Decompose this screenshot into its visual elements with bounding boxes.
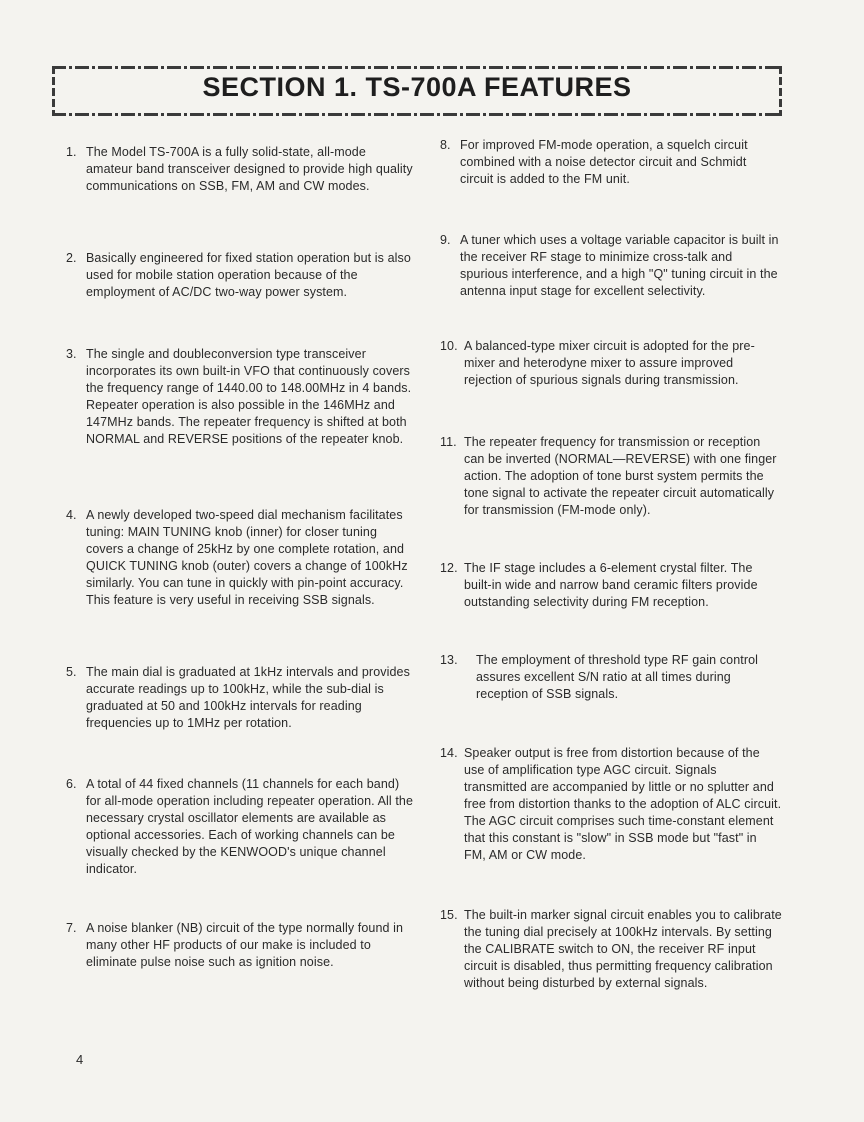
section-title: SECTION 1. TS-700A FEATURES bbox=[202, 72, 632, 102]
feature-number: 1. bbox=[66, 145, 77, 159]
feature-text: The IF stage includes a 6-element crystal filter. The built-in wide and narrow band ceramic filters provide outstanding selectivity during FM reception. bbox=[464, 561, 758, 609]
banner-top-rule bbox=[52, 66, 782, 69]
feature-number: 12. bbox=[440, 561, 458, 575]
feature-text: Basically engineered for fixed station operation but is also used for mobile station operation because of the employment of AC/DC two-way power system. bbox=[86, 251, 411, 299]
feature-number: 15. bbox=[440, 908, 458, 922]
feature-item-2 bbox=[66, 250, 426, 301]
feature-item-5 bbox=[66, 664, 426, 732]
feature-text: The employment of threshold type RF gain control assures excellent S/N ratio at all times during reception of SSB signals. bbox=[476, 653, 759, 701]
feature-text: A tuner which uses a voltage variable capacitor is built in the receiver RF stage to minimize cross-talk and spurious interference, and a high "Q" tuning circuit in the antenna input stage for excellent selectivity. bbox=[460, 233, 779, 298]
feature-number: 9. bbox=[440, 233, 451, 247]
feature-item-12 bbox=[440, 560, 798, 611]
feature-text: A total of 44 fixed channels (11 channels for each band) for all-mode operation including repeater operation. All the necessary crystal oscillator elements are available as optional accessories. Each of working channels can be visually checked by the KENWOOD's unique channel indicator. bbox=[86, 777, 414, 876]
feature-item-3 bbox=[66, 346, 426, 448]
feature-number: 11. bbox=[440, 435, 457, 449]
feature-item-10 bbox=[440, 338, 798, 389]
feature-text: The repeater frequency for transmission or reception can be inverted (NORMAL—REVERSE) with one finger action. The adoption of tone burst system permits the tone signal to activate the repeater circuit automatically for transmission (FM-mode only). bbox=[464, 435, 777, 517]
feature-item-1 bbox=[66, 144, 426, 195]
feature-item-9 bbox=[440, 232, 798, 300]
feature-number: 13. bbox=[440, 653, 458, 667]
feature-number: 5. bbox=[66, 665, 77, 679]
feature-text: The single and doubleconversion type transceiver incorporates its own built-in VFO that continuously covers the frequency range of 1440.00 to 148.00MHz in 4 bands. Repeater operation is also possible in the 146MHz and 147MHz bands. The repeater frequency is shifted at both NORMAL and REVERSE positions of the repeater knob. bbox=[86, 347, 412, 446]
section-banner bbox=[52, 66, 782, 116]
feature-number: 4. bbox=[66, 508, 77, 522]
feature-text: The built-in marker signal circuit enables you to calibrate the tuning dial precisely at 100kHz intervals. By setting the CALIBRATE switch to ON, the receiver RF input circuit is disabled, thus permitting frequency calibration without being disturbed by external signals. bbox=[464, 908, 782, 990]
feature-text: A noise blanker (NB) circuit of the type normally found in many other HF products of our make is included to eliminate pulse noise such as ignition noise. bbox=[86, 921, 404, 969]
feature-number: 6. bbox=[66, 777, 77, 791]
feature-number: 8. bbox=[440, 138, 451, 152]
feature-number: 2. bbox=[66, 251, 77, 265]
banner-bottom-rule bbox=[52, 113, 782, 116]
feature-text: A newly developed two-speed dial mechanism facilitates tuning: MAIN TUNING knob (inner) for closer tuning covers a change of 25kHz by one complete rotation, and QUICK TUNING knob (outer) covers a change of 100kHz similarly. You can tune in quickly with pin-point accuracy. This feature is very useful in receiving SSB signals. bbox=[86, 508, 408, 607]
feature-text: A balanced-type mixer circuit is adopted for the pre-mixer and heterodyne mixer to assure improved rejection of spurious signals during transmission. bbox=[464, 339, 755, 387]
feature-number: 3. bbox=[66, 347, 77, 361]
feature-number: 10. bbox=[440, 339, 458, 353]
page-number: 4 bbox=[76, 1052, 84, 1067]
feature-item-15 bbox=[440, 907, 798, 992]
feature-item-11 bbox=[440, 434, 798, 519]
feature-text: The main dial is graduated at 1kHz intervals and provides accurate readings up to 100kHz, while the sub-dial is graduated at 50 and 100kHz intervals for reading frequencies up to 1MHz per rotation. bbox=[86, 665, 410, 730]
feature-text: For improved FM-mode operation, a squelch circuit combined with a noise detector circuit and Schmidt circuit is added to the FM unit. bbox=[460, 138, 748, 186]
feature-item-6 bbox=[66, 776, 426, 878]
feature-text: The Model TS-700A is a fully solid-state, all-mode amateur band transceiver designed to provide high quality communications on SSB, FM, AM and CW modes. bbox=[86, 145, 413, 193]
feature-item-13 bbox=[440, 652, 798, 703]
feature-number: 14. bbox=[440, 746, 458, 760]
feature-number: 7. bbox=[66, 921, 77, 935]
feature-item-7 bbox=[66, 920, 426, 971]
feature-item-4 bbox=[66, 507, 426, 609]
feature-item-14 bbox=[440, 745, 798, 864]
feature-item-8 bbox=[440, 137, 798, 188]
feature-text: Speaker output is free from distortion because of the use of amplification type AGC circuit. Signals transmitted are accompanied by little or no splutter and free from distortion thanks to the adoption of ALC circuit. The AGC circuit comprises such time-constant element that this constant is "slow" in SSB mode but "fast" in FM, AM or CW mode. bbox=[464, 746, 782, 862]
